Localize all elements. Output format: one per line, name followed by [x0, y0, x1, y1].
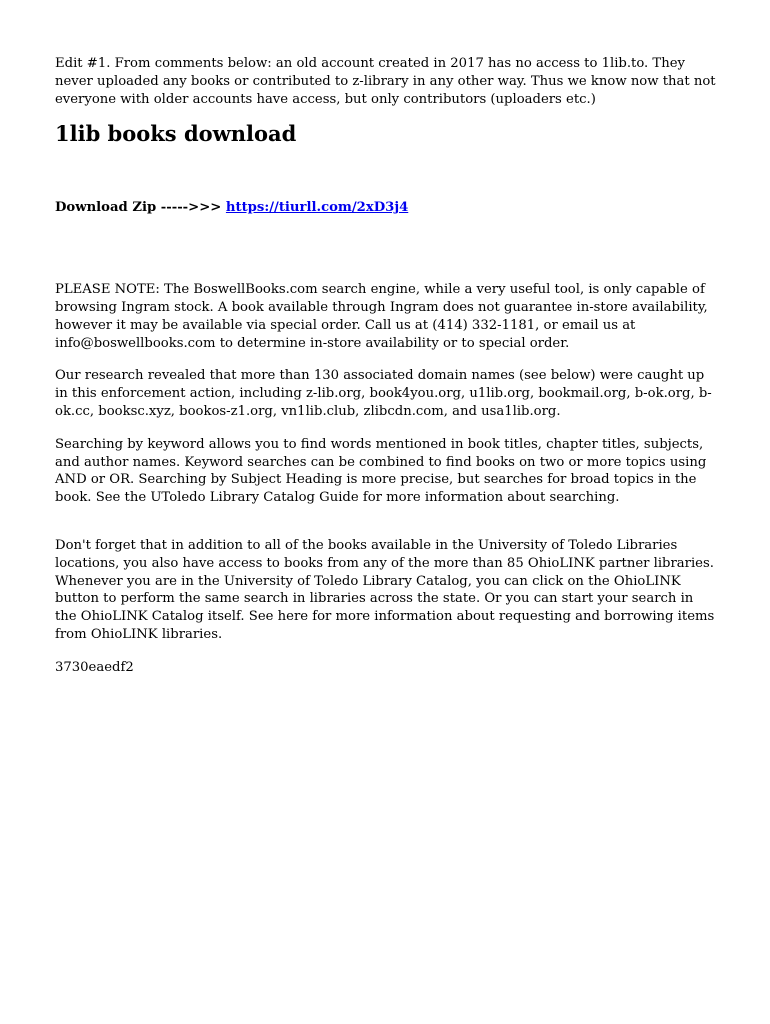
domains-paragraph: Our research revealed that more than 130 associated domain names (see below) were caught up in this enforcement action, including z-lib.org, book4you.org, u1lib.org, bookmail.org, b-ok.org, b-ok.cc, booksc.xyz, bookos-z1.org, vn1lib.club, zlibcdn.com, and usa1lib.org.	[55, 368, 712, 419]
download-link[interactable]: https://tiurll.com/2xD3j4	[225, 200, 409, 216]
keyword-search-paragraph: Searching by keyword allows you to find words mentioned in book titles, chapter titles, subjects, and author names. Keyword searches can be combined to find books on two or more topics using AND or OR. Searching by Subject Heading is more precise, but searches for broad topics in the book. See the UToledo Library Catalog Guide for more information about searching.	[55, 436, 707, 506]
page-title: 1lib books download	[55, 121, 297, 147]
hash-code: 3730eaedf2	[55, 659, 134, 675]
download-line	[55, 199, 717, 217]
document-page	[55, 55, 717, 677]
note-paragraph: PLEASE NOTE: The BoswellBooks.com search engine, while a very useful tool, is only capable of browsing Ingram stock. A book available through Ingram does not guarantee in-store availability, however it may be available via special order. Call us at (414) 332-1181, or email us at info@boswellbooks.com to determine in-store availability or to special order.	[55, 282, 708, 351]
intro-paragraph: Edit #1. From comments below: an old account created in 2017 has no access to 1lib.to. They never uploaded any books or contributed to z-library in any other way. Thus we know now that not everyone with older accounts have access, but only contributors (uploaders etc.)	[55, 56, 716, 107]
download-label: Download Zip ----->>>	[55, 200, 222, 216]
ohiolink-paragraph: Don't forget that in addition to all of the books available in the University of Toledo Libraries locations, you also have access to books from any of the more than 85 OhioLINK partner libraries. Whenever you are in the University of Toledo Library Catalog, you can click on the OhioLINK button to perform the same search in libraries across the state. Or you can start your search in the OhioLINK Catalog itself. See here for more information about requesting and borrowing items from OhioLINK libraries.	[55, 537, 715, 642]
